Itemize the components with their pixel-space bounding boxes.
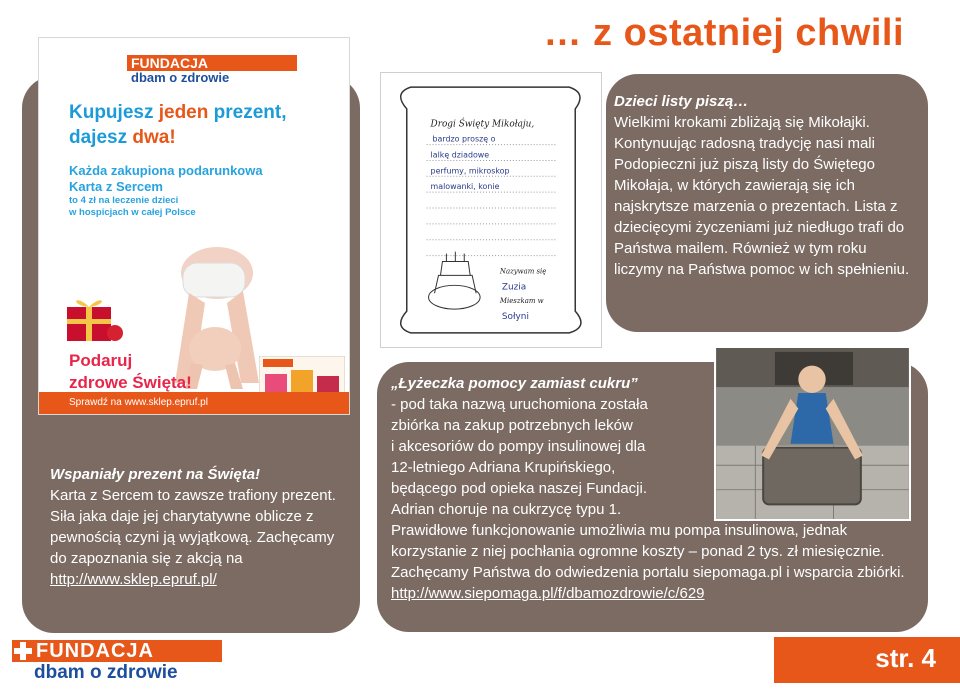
top-panel-body: Wielkimi krokami zbliżają się Mikołajki. Kontynuując radosną tradycję nasi mali Podopieczni już piszą listy do Świętego Mikołaja, w których zawierają się ich najskrytsze marzenia o prezentach. Lista z dziecięcymi życzeniami już niedługo trafi do Państwa mailem. Również w tym roku liczymy na Państwa pomoc w ich spełnieniu. <box>614 114 910 278</box>
child-letter-image <box>380 72 602 348</box>
letter-signed-label: Nazywam się <box>499 267 547 276</box>
letter-line-4: malowanki, konie <box>430 182 500 192</box>
promo-poster <box>38 37 350 415</box>
letter-place-label: Mieszkam w <box>499 297 544 306</box>
poster-headline-part: Kupujesz <box>69 102 159 123</box>
top-panel-text <box>614 91 914 280</box>
poster-cta <box>69 350 192 394</box>
bottom-intro-line: 12-letniego Adriana Krupińskiego, <box>391 459 616 476</box>
siepomaga-link[interactable]: http://www.siepomaga.pl/f/dbamozdrowie/c/629 <box>391 585 705 602</box>
poster-cta-line: Podaruj <box>69 351 133 370</box>
gift-box-icon <box>61 283 125 347</box>
letter-line-2: lalkę dziadowe <box>430 150 490 160</box>
poster-headline-emphasis: dwa <box>132 127 170 148</box>
bottom-intro-line: Adrian choruje na cukrzycę typu 1. <box>391 501 622 518</box>
plus-icon <box>14 642 32 660</box>
poster-headline-part: dajesz <box>69 127 133 148</box>
footer-logo <box>12 640 222 684</box>
letter-line-3: perfumy, mikroskop <box>430 166 510 176</box>
left-panel-body: Karta z Sercem to zawsze trafiony prezent. Siła jaka daje jej charytatywne oblicze z pewnością czyni ją wyjątkową. Zachęcamy do zapoznania się z akcją na <box>50 487 336 567</box>
poster-logo <box>127 55 297 83</box>
poster-sub-line: to 4 zł na leczenie dzieci <box>69 195 179 206</box>
poster-sub-line: Karta z Sercem <box>69 179 163 194</box>
letter-place: Sołyni <box>501 312 529 323</box>
bottom-panel-body: Prawidłowe funkcjonowanie umożliwia mu pompa insulinowa, jednak korzystanie z niej pochłania ogromne koszty – ponad 2 tys. zł miesięcznie. Zachęcamy Państwa do odwiedzenia portalu siepomaga.pl i wsparcia zbiórki. <box>391 522 905 581</box>
poster-subtitle <box>69 163 339 219</box>
poster-headline <box>69 100 339 150</box>
bottom-panel-text <box>391 373 926 604</box>
poster-sub-line: Każda zakupiona podarunkowa <box>69 163 263 178</box>
poster-cta-line: zdrowe Święta! <box>69 373 192 392</box>
letter-line-1: bardzo proszę o <box>432 134 496 144</box>
bottom-intro-line: - pod taka nazwą uruchomiona została <box>391 396 648 413</box>
footer-logo-top: FUNDACJA <box>12 640 222 662</box>
left-panel-title: Wspaniały prezent na Święta! <box>50 466 261 483</box>
sklep-link[interactable]: http://www.sklep.epruf.pl/ <box>50 571 217 588</box>
poster-headline-emphasis: jeden <box>158 102 209 123</box>
poster-sub-line: w hospicjach w całej Polsce <box>69 207 196 218</box>
left-panel-text <box>50 464 340 590</box>
footer-logo-bottom: dbam o zdrowie <box>34 662 178 683</box>
page-headline: … z ostatniej chwili <box>543 12 904 54</box>
letter-signed-name: Zuzia <box>501 282 527 293</box>
page-number-box <box>774 637 960 683</box>
bottom-panel-title: „Łyżeczka pomocy zamiast cukru” <box>391 375 638 392</box>
bottom-intro-line: będącego pod opieka naszej Fundacji. <box>391 480 648 497</box>
poster-headline-part: ! <box>169 127 176 148</box>
letter-greeting: Drogi Święty Mikołaju, <box>430 119 535 130</box>
poster-logo-bottom: dbam o zdrowie <box>131 70 230 85</box>
bottom-intro-line: i akcesoriów do pompy insulinowej dla <box>391 438 646 455</box>
poster-footer-bar: Sprawdź na www.sklep.epruf.pl <box>39 392 349 414</box>
poster-headline-part: prezent, <box>208 102 287 123</box>
bottom-intro-line: zbiórka na zakup potrzebnych leków <box>391 417 633 434</box>
top-panel-title: Dzieci listy piszą… <box>614 93 749 110</box>
page-number: str. 4 <box>875 643 936 673</box>
poster-logo-top: FUNDACJA <box>127 55 297 71</box>
